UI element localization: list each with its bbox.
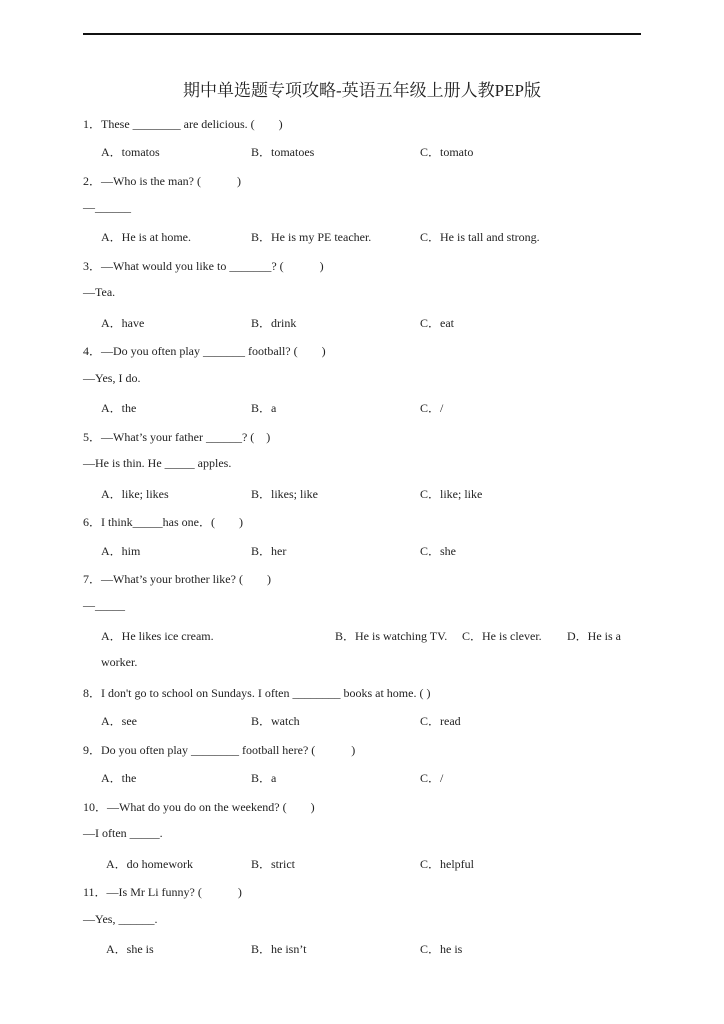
option-6b: B．her [251,544,287,558]
answer-line-3: —Tea. [83,285,116,299]
option-4b: B．a [251,401,277,415]
answer-line-4: —Yes, I do. [83,371,141,385]
option-4a: A．the [101,401,137,415]
option-10b: B．strict [251,857,295,871]
option-7a: A．He likes ice cream. [101,629,214,643]
question-6: 6．I think_____has one．( ) [83,515,243,529]
option-9a: A．the [101,771,137,785]
option-7d-continued: worker. [101,655,138,669]
question-4: 4．—Do you often play _______ football? ( ) [83,344,326,358]
question-5: 5．—What’s your father ______? ( ) [83,430,271,444]
option-10c: C．helpful [420,857,474,871]
option-10a: A．do homework [106,857,193,871]
option-7d: D．He is a [567,629,621,643]
option-8b: B．watch [251,714,300,728]
option-7b: B．He is watching TV. [335,629,448,643]
option-2c: C．He is tall and strong. [420,230,540,244]
option-7c: C．He is clever. [462,629,542,643]
option-6c: C．she [420,544,457,558]
answer-line-7: —_____ [83,598,125,612]
option-11a: A．she is [106,942,154,956]
option-11b: B．he isn’t [251,942,307,956]
option-8c: C．read [420,714,461,728]
option-3c: C．eat [420,316,454,330]
question-1: 1．These ________ are delicious. ( ) [83,117,283,131]
option-5c: C．like; like [420,487,483,501]
option-2a: A．He is at home. [101,230,191,244]
option-1c: C．tomato [420,145,474,159]
answer-line-10: —I often _____. [83,826,163,840]
option-5b: B．likes; like [251,487,318,501]
question-8: 8．I don't go to school on Sundays. I often ________ books at home. ( ) [83,686,431,700]
answer-line-5: —He is thin. He _____ apples. [83,456,232,470]
option-3a: A．have [101,316,145,330]
page-title: 期中单选题专项攻略-英语五年级上册人教PEP版 [183,81,541,100]
question-11: 11．—Is Mr Li funny? ( ) [83,885,242,899]
question-7: 7．—What’s your brother like? ( ) [83,572,271,586]
option-2b: B．He is my PE teacher. [251,230,372,244]
option-11c: C．he is [420,942,463,956]
top-rule [83,33,641,35]
question-3: 3．—What would you like to _______? ( ) [83,259,324,273]
option-8a: A．see [101,714,137,728]
option-1b: B．tomatoes [251,145,315,159]
option-3b: B．drink [251,316,297,330]
question-10: 10．—What do you do on the weekend? ( ) [83,800,315,814]
option-1a: A．tomatos [101,145,160,159]
option-5a: A．like; likes [101,487,169,501]
option-9c: C．/ [420,771,444,785]
option-9b: B．a [251,771,277,785]
option-4c: C．/ [420,401,444,415]
question-2: 2．—Who is the man? ( ) [83,174,241,188]
option-6a: A．him [101,544,141,558]
question-9: 9．Do you often play ________ football here? ( ) [83,743,356,757]
answer-line-11: —Yes, ______. [83,912,158,926]
answer-line-2: —______ [83,200,131,214]
